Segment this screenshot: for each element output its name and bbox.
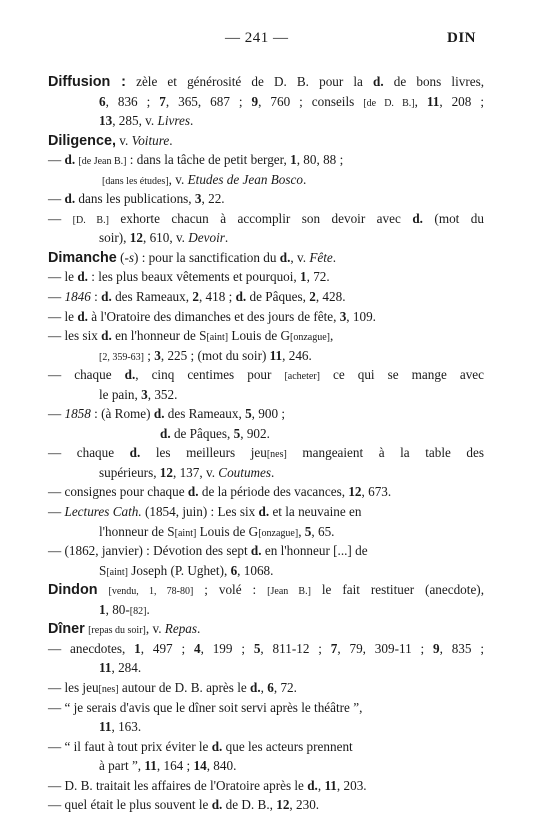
index-line: 6, 836 ; 7, 365, 687 ; 9, 760 ; conseils [de D. B.], 11, 208 ; xyxy=(99,93,485,109)
index-line: Dimanche (-s) : pour la sanctification du d., v. Fête. xyxy=(48,249,337,266)
index-line: le pain, 3, 352. xyxy=(99,386,178,402)
index-line: d. de Pâques, 5, 902. xyxy=(160,425,270,441)
index-line: Dindon [vendu, 1, 78-80] ; volé : [Jean B.] le fait restituer (anecdote), xyxy=(48,582,484,599)
page-number: — 241 — xyxy=(225,30,289,46)
index-line: l'honneur de S[aint] Louis de G[onzague], 5, 65. xyxy=(99,523,335,539)
index-line: — anecdotes, 1, 497 ; 4, 199 ; 5, 811-12 ; 7, 79, 309-11 ; 9, 835 ; xyxy=(48,640,484,656)
running-head: DIN xyxy=(446,30,476,46)
index-line: à part ”, 11, 164 ; 14, 840. xyxy=(99,758,237,774)
index-line: — 1858 : (à Rome) d. des Rameaux, 5, 900 ; xyxy=(48,406,286,422)
index-line: — d. [de Jean B.] : dans la tâche de petit berger, 1, 80, 88 ; xyxy=(48,152,344,168)
index-line: S[aint] Joseph (P. Ughet), 6, 1068. xyxy=(99,562,274,578)
index-line: — les jeu[nes] autour de D. B. après le d., 6, 72. xyxy=(48,679,297,695)
index-line: 1, 80-[82]. xyxy=(99,601,150,617)
index-line: — “ je serais d'avis que le dîner soit servi après le théâtre ”, xyxy=(48,699,363,715)
index-line: — 1846 : d. des Rameaux, 2, 418 ; d. de Pâques, 2, 428. xyxy=(48,289,346,305)
index-line: — le d. : les plus beaux vêtements et pourquoi, 1, 72. xyxy=(48,269,330,285)
index-line: — chaque d., cinq centimes pour [acheter] ce qui se mange avec xyxy=(48,367,484,383)
index-line: 13, 285, v. Livres. xyxy=(99,113,194,129)
index-line: Dîner [repas du soir], v. Repas. xyxy=(48,621,201,638)
index-line: — les six d. en l'honneur de S[aint] Louis de G[onzague], xyxy=(48,328,334,344)
index-line: — (1862, janvier) : Dévotion des sept d. en l'honneur [...] de xyxy=(48,543,368,559)
index-line: — chaque d. les meilleurs jeu[nes] mangeaient à la table des xyxy=(48,445,484,461)
index-line: — quel était le plus souvent le d. de D. B., 12, 230. xyxy=(48,797,320,813)
index-line: — consignes pour chaque d. de la période des vacances, 12, 673. xyxy=(48,484,392,500)
index-line: 11, 284. xyxy=(99,660,142,676)
index-line: [2, 359-63] ; 3, 225 ; (mot du soir) 11, 246. xyxy=(99,347,312,363)
index-line: Diligence, v. Voiture. xyxy=(48,132,173,149)
index-line: — le d. à l'Oratoire des dimanches et des jours de fête, 3, 109. xyxy=(48,308,376,324)
page-header xyxy=(0,30,540,50)
index-entries xyxy=(48,72,484,815)
index-line: — D. B. traitait les affaires de l'Oratoire après le d., 11, 203. xyxy=(48,777,367,793)
index-line: — “ il faut à tout prix éviter le d. que les acteurs prennent xyxy=(48,738,353,754)
index-line: — d. dans les publications, 3, 22. xyxy=(48,191,225,207)
index-line: supérieurs, 12, 137, v. Coutumes. xyxy=(99,464,275,480)
index-line: — [D. B.] exhorte chacun à accomplir son devoir avec d. (mot du xyxy=(48,210,484,226)
index-line: — Lectures Cath. (1854, juin) : Les six d. et la neuvaine en xyxy=(48,504,362,520)
index-line: soir), 12, 610, v. Devoir. xyxy=(99,230,229,246)
index-line: [dans les études], v. Etudes de Jean Bosco. xyxy=(102,171,307,187)
index-line: Diffusion : zèle et générosité de D. B. pour la d. de bons livres, xyxy=(48,74,485,90)
index-line: 11, 163. xyxy=(99,719,142,735)
